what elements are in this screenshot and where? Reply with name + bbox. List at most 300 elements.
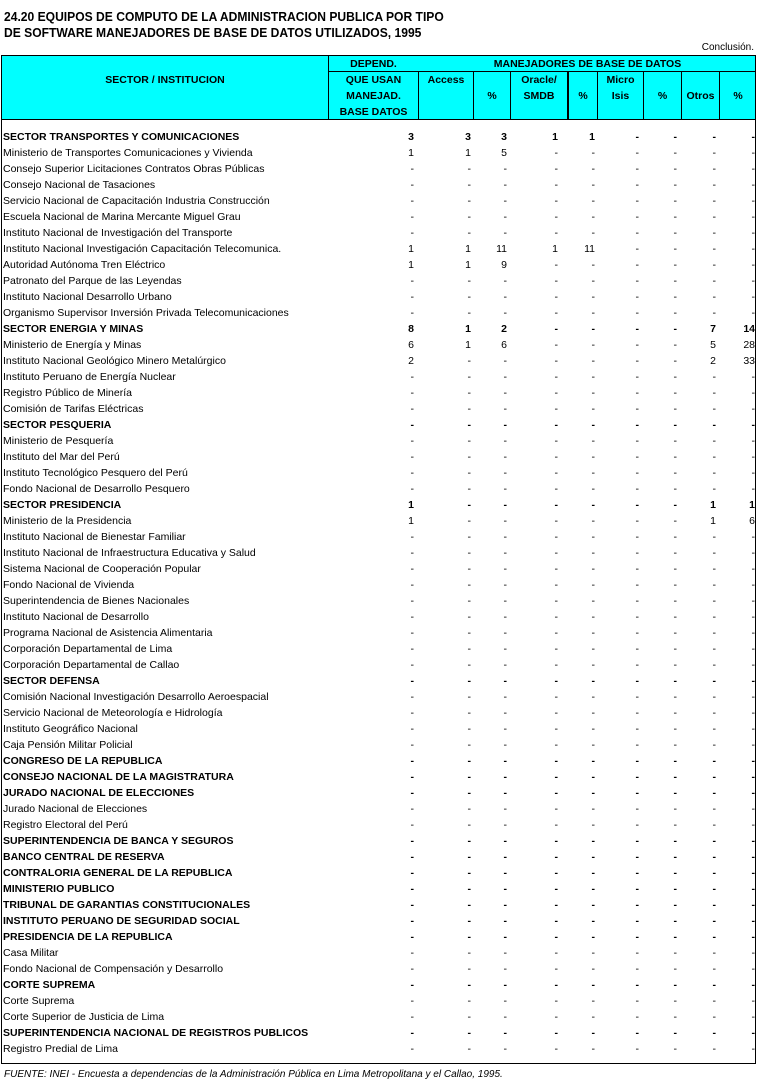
cell-depend: - (410, 595, 414, 607)
cell-oracle-pct: - (591, 931, 595, 943)
row-label: Instituto Nacional de Bienestar Familiar (3, 531, 186, 543)
cell-otros-pct: - (751, 691, 755, 703)
cell-micro-isis: - (635, 755, 639, 767)
cell-oracle-pct: - (591, 691, 595, 703)
table-row-sector (1, 321, 756, 337)
cell-micro-isis: - (635, 339, 639, 351)
cell-depend: - (410, 1043, 414, 1055)
cell-oracle: - (554, 579, 558, 591)
row-label: SUPERINTENDENCIA NACIONAL DE REGISTROS PUBLICOS (3, 1027, 309, 1039)
cell-micro-pct: - (673, 595, 677, 607)
cell-otros: - (712, 963, 716, 975)
cell-access-pct: - (503, 307, 507, 319)
cell-otros: - (712, 819, 716, 831)
table-row (1, 385, 756, 401)
cell-oracle-pct: - (591, 963, 595, 975)
cell-micro-pct: - (673, 819, 677, 831)
cell-oracle-pct: - (591, 755, 595, 767)
cell-depend: - (410, 963, 414, 975)
cell-micro-pct: - (673, 675, 677, 687)
cell-oracle-pct: - (591, 451, 595, 463)
cell-oracle-pct: - (591, 851, 595, 863)
table-row-sector (1, 417, 756, 433)
cell-oracle-pct: - (591, 371, 595, 383)
cell-micro-pct: - (673, 1011, 677, 1023)
cell-access: - (467, 691, 471, 703)
row-label: Organismo Supervisor Inversión Privada Telecomunicaciones (3, 307, 289, 319)
cell-micro-pct: - (673, 323, 677, 335)
conclusion-note: Conclusión. (701, 42, 754, 53)
cell-micro-pct: - (673, 339, 677, 351)
header-depend-line: DEPEND. (350, 58, 397, 70)
cell-oracle-pct: - (591, 1043, 595, 1055)
cell-depend: - (410, 707, 414, 719)
cell-access-pct: - (503, 947, 507, 959)
cell-micro-isis: - (635, 643, 639, 655)
cell-otros-pct: - (751, 1043, 755, 1055)
cell-micro-pct: - (673, 499, 677, 511)
table-row (1, 337, 756, 353)
cell-otros: - (712, 307, 716, 319)
cell-access-pct: - (503, 451, 507, 463)
cell-access-pct: - (503, 915, 507, 927)
cell-otros-pct: - (751, 243, 755, 255)
header-micro-line: Isis (611, 90, 630, 102)
cell-micro-pct: - (673, 915, 677, 927)
row-label: Instituto Peruano de Energía Nuclear (3, 371, 176, 383)
cell-otros-pct: - (751, 531, 755, 543)
row-label: Instituto Nacional Investigación Capacitación Telecomunica. (3, 243, 282, 255)
cell-micro-pct: - (673, 627, 677, 639)
cell-otros-pct: - (751, 771, 755, 783)
cell-otros: - (712, 1011, 716, 1023)
row-label: Registro Público de Minería (3, 387, 132, 399)
row-label: SECTOR TRANSPORTES Y COMUNICACIONES (3, 131, 240, 143)
cell-oracle-pct: - (591, 643, 595, 655)
cell-access: - (467, 1011, 471, 1023)
cell-access: - (467, 979, 471, 991)
cell-oracle-pct: - (591, 899, 595, 911)
cell-access-pct: - (503, 579, 507, 591)
cell-depend: - (410, 611, 414, 623)
cell-micro-isis: - (635, 995, 639, 1007)
cell-depend: - (410, 371, 414, 383)
cell-otros-pct: - (751, 563, 755, 575)
cell-oracle: - (554, 403, 558, 415)
cell-oracle-pct: - (591, 355, 595, 367)
cell-access: - (467, 995, 471, 1007)
cell-depend: - (410, 979, 414, 991)
cell-oracle: - (554, 467, 558, 479)
cell-access-pct: - (503, 963, 507, 975)
cell-otros-pct: - (751, 643, 755, 655)
cell-depend: - (410, 163, 414, 175)
cell-micro-pct: - (673, 547, 677, 559)
cell-access-pct: - (503, 435, 507, 447)
cell-otros: 1 (710, 499, 716, 511)
cell-micro-isis: - (635, 979, 639, 991)
row-label: Consejo Superior Licitaciones Contratos Obras Públicas (3, 163, 265, 175)
cell-access: - (467, 643, 471, 655)
cell-oracle-pct: - (591, 387, 595, 399)
row-label: SUPERINTENDENCIA DE BANCA Y SEGUROS (3, 835, 234, 847)
row-label: Instituto Tecnológico Pesquero del Perú (3, 467, 188, 479)
cell-micro-pct: - (673, 771, 677, 783)
row-label: PRESIDENCIA DE LA REPUBLICA (3, 931, 173, 943)
cell-access: - (467, 371, 471, 383)
cell-otros-pct: - (751, 963, 755, 975)
table-row (1, 369, 756, 385)
cell-micro-pct: - (673, 131, 677, 143)
table-row (1, 177, 756, 193)
cell-access-pct: - (503, 467, 507, 479)
cell-depend: 3 (408, 131, 414, 143)
cell-access-pct: - (503, 787, 507, 799)
cell-micro-isis: - (635, 803, 639, 815)
cell-access-pct: - (503, 851, 507, 863)
cell-oracle: - (554, 963, 558, 975)
header-depend-line: MANEJAD. (346, 90, 401, 102)
cell-micro-isis: - (635, 387, 639, 399)
cell-oracle-pct: 11 (584, 243, 595, 255)
cell-micro-pct: - (673, 931, 677, 943)
cell-depend: - (410, 547, 414, 559)
cell-micro-pct: - (673, 1043, 677, 1055)
cell-access: - (467, 291, 471, 303)
cell-oracle: - (554, 835, 558, 847)
table-row (1, 481, 756, 497)
row-label: MINISTERIO PUBLICO (3, 883, 115, 895)
cell-oracle-pct: - (591, 179, 595, 191)
row-label: CONGRESO DE LA REPUBLICA (3, 755, 163, 767)
cell-oracle-pct: - (591, 435, 595, 447)
table-row (1, 1041, 756, 1057)
cell-access-pct: - (503, 643, 507, 655)
cell-micro-isis: - (635, 787, 639, 799)
cell-otros-pct: - (751, 403, 755, 415)
cell-micro-pct: - (673, 195, 677, 207)
cell-access: 1 (465, 339, 471, 351)
cell-micro-isis: - (635, 355, 639, 367)
table-row-sector (1, 977, 756, 993)
cell-micro-isis: - (635, 291, 639, 303)
cell-micro-pct: - (673, 979, 677, 991)
cell-access-pct: - (503, 803, 507, 815)
cell-access: - (467, 1043, 471, 1055)
row-label: Fondo Nacional de Vivienda (3, 579, 135, 591)
cell-access: - (467, 707, 471, 719)
cell-access-pct: - (503, 995, 507, 1007)
cell-micro-isis: - (635, 179, 639, 191)
table-row (1, 241, 756, 257)
cell-otros-pct: - (751, 163, 755, 175)
cell-access: - (467, 627, 471, 639)
cell-micro-isis: - (635, 659, 639, 671)
cell-access: - (467, 755, 471, 767)
row-label: Comisión de Tarifas Eléctricas (3, 403, 144, 415)
cell-access: 1 (465, 323, 471, 335)
cell-oracle: - (554, 227, 558, 239)
cell-otros-pct: 28 (743, 339, 755, 351)
cell-micro-pct: - (673, 179, 677, 191)
cell-otros: - (712, 1043, 716, 1055)
cell-otros-pct: - (751, 867, 755, 879)
cell-otros: - (712, 899, 716, 911)
cell-oracle: 1 (552, 243, 558, 255)
cell-access: - (467, 771, 471, 783)
title-line-1: 24.20 EQUIPOS DE COMPUTO DE LA ADMINISTRACION PUBLICA POR TIPO (4, 9, 444, 24)
cell-micro-isis: - (635, 371, 639, 383)
cell-oracle: - (554, 291, 558, 303)
table-row (1, 1009, 756, 1025)
cell-oracle-pct: - (591, 771, 595, 783)
cell-oracle-pct: - (591, 627, 595, 639)
cell-access-pct: - (503, 691, 507, 703)
cell-otros-pct: - (751, 803, 755, 815)
cell-micro-pct: - (673, 867, 677, 879)
cell-depend: 8 (408, 323, 414, 335)
cell-access: - (467, 787, 471, 799)
title-line-2: DE SOFTWARE MANEJADORES DE BASE DE DATOS UTILIZADOS, 1995 (4, 25, 422, 40)
cell-micro-isis: - (635, 451, 639, 463)
header-pct-micro: % (657, 90, 668, 102)
row-label: Instituto Nacional de Infraestructura Educativa y Salud (3, 547, 256, 559)
cell-otros: - (712, 835, 716, 847)
cell-access: - (467, 515, 471, 527)
cell-depend: - (410, 179, 414, 191)
cell-otros: - (712, 611, 716, 623)
cell-oracle: - (554, 707, 558, 719)
cell-depend: - (410, 291, 414, 303)
cell-oracle: - (554, 659, 558, 671)
cell-otros: - (712, 787, 716, 799)
header-oracle (511, 72, 567, 104)
cell-oracle-pct: - (591, 787, 595, 799)
table-row (1, 529, 756, 545)
cell-otros-pct: - (751, 595, 755, 607)
cell-depend: - (410, 275, 414, 287)
cell-otros: - (712, 211, 716, 223)
cell-oracle-pct: - (591, 915, 595, 927)
cell-depend: - (410, 931, 414, 943)
cell-access: - (467, 899, 471, 911)
cell-oracle: - (554, 275, 558, 287)
row-label: INSTITUTO PERUANO DE SEGURIDAD SOCIAL (3, 915, 240, 927)
cell-micro-pct: - (673, 483, 677, 495)
cell-micro-pct: - (673, 579, 677, 591)
cell-access-pct: - (503, 531, 507, 543)
cell-micro-isis: - (635, 307, 639, 319)
cell-access-pct: - (503, 547, 507, 559)
cell-access: 3 (465, 131, 471, 143)
cell-access: - (467, 451, 471, 463)
cell-access-pct: - (503, 835, 507, 847)
row-label: Instituto Geográfico Nacional (3, 723, 138, 735)
cell-otros: - (712, 579, 716, 591)
cell-otros: - (712, 947, 716, 959)
cell-micro-pct: - (673, 1027, 677, 1039)
cell-otros: - (712, 419, 716, 431)
cell-depend: - (410, 723, 414, 735)
row-label: Instituto Nacional de Investigación del Transporte (3, 227, 233, 239)
cell-otros-pct: - (751, 659, 755, 671)
cell-depend: - (410, 675, 414, 687)
cell-oracle-pct: - (591, 883, 595, 895)
cell-oracle: - (554, 915, 558, 927)
table-row (1, 161, 756, 177)
cell-otros-pct: 1 (749, 499, 755, 511)
cell-otros-pct: - (751, 675, 755, 687)
table-row (1, 545, 756, 561)
cell-access: - (467, 163, 471, 175)
header-micro-isis (598, 72, 643, 104)
cell-access-pct: - (503, 515, 507, 527)
cell-access: - (467, 563, 471, 575)
cell-micro-pct: - (673, 291, 677, 303)
cell-otros: - (712, 979, 716, 991)
cell-otros-pct: - (751, 387, 755, 399)
cell-otros-pct: - (751, 419, 755, 431)
table-row (1, 577, 756, 593)
cell-oracle: - (554, 323, 558, 335)
header-group: MANEJADORES DE BASE DE DATOS (493, 58, 682, 70)
cell-oracle: - (554, 179, 558, 191)
cell-oracle-pct: - (591, 339, 595, 351)
cell-micro-isis: - (635, 515, 639, 527)
cell-access-pct: - (503, 1027, 507, 1039)
cell-access-pct: - (503, 771, 507, 783)
cell-otros: - (712, 387, 716, 399)
cell-access-pct: - (503, 291, 507, 303)
cell-access: - (467, 835, 471, 847)
cell-oracle-pct: - (591, 707, 595, 719)
cell-micro-isis: - (635, 675, 639, 687)
cell-micro-pct: - (673, 995, 677, 1007)
table-row (1, 993, 756, 1009)
cell-access: - (467, 675, 471, 687)
cell-oracle-pct: - (591, 595, 595, 607)
table-row (1, 289, 756, 305)
row-label: Corporación Departamental de Lima (3, 643, 173, 655)
cell-oracle: - (554, 307, 558, 319)
cell-micro-isis: - (635, 947, 639, 959)
cell-oracle-pct: - (591, 147, 595, 159)
cell-depend: - (410, 403, 414, 415)
cell-depend: - (410, 643, 414, 655)
cell-otros: - (712, 675, 716, 687)
cell-access-pct: - (503, 499, 507, 511)
cell-depend: - (410, 307, 414, 319)
cell-access-pct: - (503, 611, 507, 623)
table-row (1, 801, 756, 817)
cell-depend: 1 (408, 259, 414, 271)
header-otros: Otros (686, 90, 715, 102)
cell-micro-isis: - (635, 211, 639, 223)
table-row (1, 561, 756, 577)
cell-otros: - (712, 275, 716, 287)
table-row-sector (1, 897, 756, 913)
cell-depend: 6 (408, 339, 414, 351)
cell-oracle-pct: - (591, 259, 595, 271)
cell-micro-isis: - (635, 1011, 639, 1023)
cell-micro-isis: - (635, 1027, 639, 1039)
cell-depend: - (410, 755, 414, 767)
cell-oracle-pct: - (591, 723, 595, 735)
cell-depend: - (410, 691, 414, 703)
cell-access-pct: - (503, 211, 507, 223)
cell-micro-pct: - (673, 307, 677, 319)
table-row (1, 209, 756, 225)
cell-otros-pct: - (751, 851, 755, 863)
cell-micro-pct: - (673, 835, 677, 847)
table-row (1, 257, 756, 273)
cell-access-pct: - (503, 883, 507, 895)
table-row-sector (1, 1025, 756, 1041)
cell-access-pct: - (503, 723, 507, 735)
cell-oracle: - (554, 563, 558, 575)
cell-micro-pct: - (673, 355, 677, 367)
cell-micro-isis: - (635, 723, 639, 735)
cell-otros-pct: - (751, 707, 755, 719)
table-row (1, 657, 756, 673)
cell-oracle-pct: - (591, 403, 595, 415)
header-access: Access (427, 74, 465, 86)
cell-depend: - (410, 467, 414, 479)
cell-micro-isis: - (635, 195, 639, 207)
cell-oracle-pct: - (591, 995, 595, 1007)
table-row (1, 449, 756, 465)
cell-otros-pct: - (751, 227, 755, 239)
cell-oracle: - (554, 947, 558, 959)
cell-otros: - (712, 563, 716, 575)
cell-oracle: - (554, 883, 558, 895)
cell-access-pct: - (503, 163, 507, 175)
cell-micro-pct: - (673, 851, 677, 863)
cell-micro-pct: - (673, 787, 677, 799)
cell-otros-pct: - (751, 451, 755, 463)
cell-access: - (467, 659, 471, 671)
cell-micro-isis: - (635, 499, 639, 511)
cell-oracle-pct: - (591, 579, 595, 591)
cell-oracle: - (554, 195, 558, 207)
cell-micro-isis: - (635, 563, 639, 575)
cell-micro-isis: - (635, 547, 639, 559)
cell-otros-pct: - (751, 995, 755, 1007)
cell-otros: - (712, 179, 716, 191)
row-label: CORTE SUPREMA (3, 979, 96, 991)
cell-access: - (467, 819, 471, 831)
cell-otros: - (712, 371, 716, 383)
cell-depend: - (410, 739, 414, 751)
cell-micro-isis: - (635, 867, 639, 879)
row-label: Comisión Nacional Investigación Desarrollo Aeroespacial (3, 691, 269, 703)
cell-access-pct: - (503, 755, 507, 767)
cell-micro-isis: - (635, 707, 639, 719)
cell-oracle-pct: - (591, 947, 595, 959)
cell-access-pct: - (503, 707, 507, 719)
cell-oracle-pct: - (591, 163, 595, 175)
cell-otros: - (712, 147, 716, 159)
cell-micro-isis: - (635, 147, 639, 159)
cell-otros: - (712, 451, 716, 463)
cell-micro-pct: - (673, 883, 677, 895)
cell-access: 1 (465, 259, 471, 271)
cell-micro-pct: - (673, 147, 677, 159)
cell-access-pct: - (503, 371, 507, 383)
cell-otros: - (712, 931, 716, 943)
cell-oracle-pct: - (591, 803, 595, 815)
table-row (1, 145, 756, 161)
